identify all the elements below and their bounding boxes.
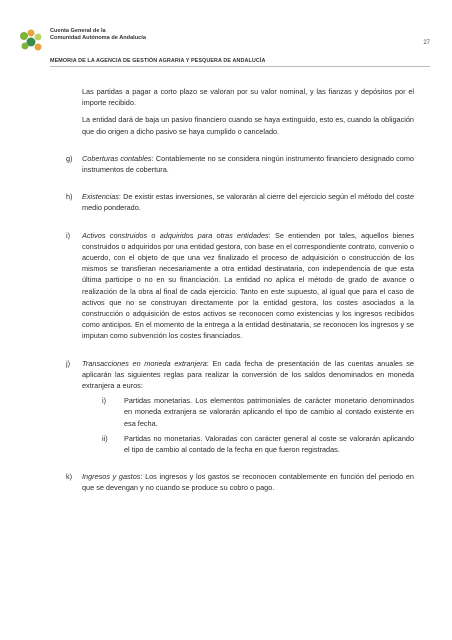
item-k-body (82, 471, 414, 493)
page-number: 27 (423, 40, 430, 46)
org-line-2: Comunidad Autónoma de Andalucía (50, 34, 146, 41)
junta-andalucia-logo-icon (18, 28, 44, 54)
item-g-title: Coberturas contables (82, 153, 152, 163)
item-j-body (82, 358, 414, 392)
item-g (66, 153, 414, 175)
header-divider (50, 66, 430, 67)
org-name (50, 28, 146, 41)
item-j-sub-2-num: ii) (102, 433, 108, 443)
item-h (66, 191, 414, 213)
item-g-letter: g) (66, 153, 73, 163)
item-j (66, 358, 414, 456)
page-header (18, 28, 436, 64)
intro-paragraph-1: Las partidas a pagar a corto plazo se valoran por su valor nominal, y las fianzas y depósitos por el importe recibido. (82, 87, 414, 108)
item-k-text: : Los ingresos y los gastos se reconocen contablemente en función del periodo en que se devengan y no cuando se produce su cobro o pago. (82, 472, 414, 493)
item-h-letter: h) (66, 192, 73, 202)
item-j-letter: j) (66, 358, 71, 368)
main-content (66, 86, 414, 494)
item-j-sub-1-text: Partidas monetarias. Los elementos patrimoniales de carácter monetario denominados en moneda extranjera se valorarán aplicando el tipo de cambio al contado existente en esa fecha. (124, 396, 414, 428)
item-j-text: : En cada fecha de presentación de las cuentas anuales se aplicarán las siguientes reglas para realizar la conversión de los saldos denominados en moneda extranjera a euros: (82, 358, 414, 391)
org-line-1: Cuenta General de la (50, 28, 106, 34)
document-title: MEMORIA DE LA AGENCIA DE GESTIÓN AGRARIA Y PESQUERA DE ANDALUCÍA (50, 58, 266, 64)
item-j-sub-1-num: i) (102, 396, 107, 406)
item-k-letter: k) (66, 472, 73, 482)
item-j-sub-1 (82, 395, 414, 429)
item-k-title: Ingresos y gastos (82, 472, 141, 482)
item-h-body (82, 191, 414, 213)
intro-paragraph-2: La entidad dará de baja un pasivo financiero cuando se haya extinguido, esto es, cuando la obligación que dio origen a dicho pasivo se haya cumplido o cancelado. (82, 115, 414, 136)
item-j-sub-2-text: Partidas no monetarias. Valoradas con carácter general al coste se valorarán aplicando el tipo de cambio al contado de la fecha en que fueron registradas. (124, 433, 414, 455)
item-h-title: Existencias (82, 192, 119, 202)
item-h-text: : De existir estas inversiones, se valorarán al cierre del ejercicio según el método del coste medio ponderado. (82, 192, 414, 213)
item-i (66, 230, 414, 342)
item-g-text: : Contablemente no se considera ningún instrumento financiero designado como instrumentos de cobertura. (82, 153, 414, 175)
item-j-sub-2 (82, 433, 414, 455)
item-j-title: Transacciones en moneda extranjera (82, 358, 207, 368)
item-i-letter: i) (66, 230, 71, 240)
item-k (66, 471, 414, 493)
item-i-text: : Se entienden por tales, aquellos bienes construidos o adquiridos por una entidad gestora, con base en el correspondiente contrato, convenio o acuerdo, con el objeto de que una vez finalizado el proceso de adquisición o construcción de los mismos se transfieran necesariamente a otra entidad destinataria, con independencia de que esta última participe o no en su financiación. La entidad no aplica el método de grado de avance o realización de la obra al final de cada ejercicio. Tanto en este supuesto, al igual que para el caso de activos que no se construyan directamente por la entidad gestora, los costes asociados a la construcción o adquisición de estos activos se reconocen como existencias y los ingresos recibidos como anticipos. En el momento de la entrega a la entidad destinataria, se reconocen los ingresos y se imputan como subvención los costes financiados. (82, 230, 415, 341)
item-i-body (82, 230, 414, 342)
item-g-body (82, 153, 414, 175)
item-i-title: Activos construidos o adquiridos para otras entidades (82, 230, 269, 240)
